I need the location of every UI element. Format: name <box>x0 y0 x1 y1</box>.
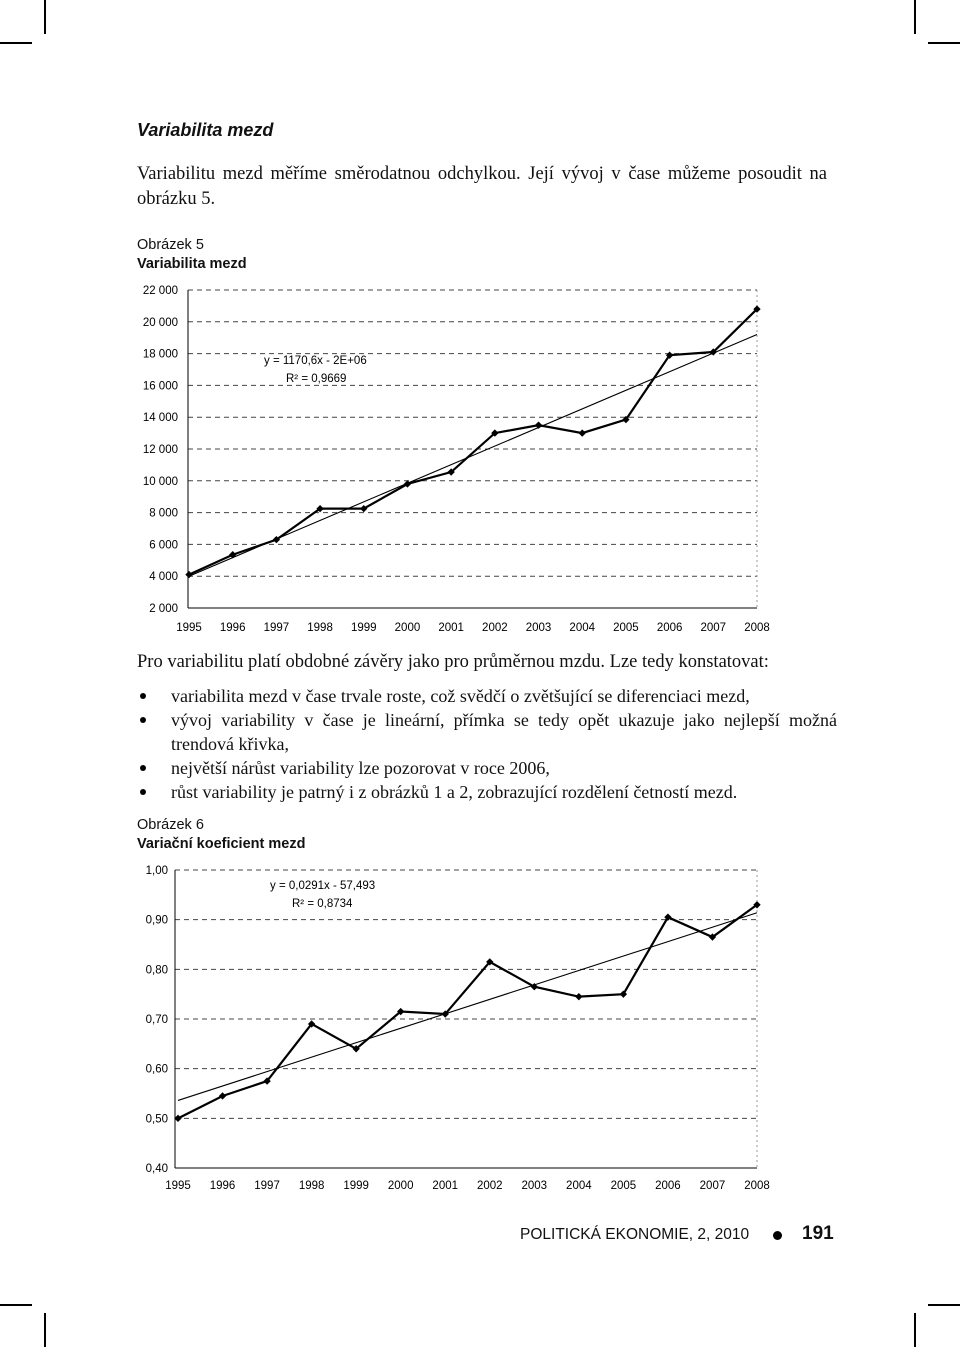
data-point <box>219 1092 226 1099</box>
x-tick-label: 2005 <box>613 622 639 634</box>
y-tick-label: 6 000 <box>149 539 178 552</box>
series-line <box>178 905 757 1119</box>
x-tick-label: 1996 <box>209 1180 236 1192</box>
x-tick-label: 1996 <box>219 622 246 634</box>
list-item <box>137 708 837 756</box>
x-tick-label: 2007 <box>700 622 727 634</box>
crop-mark <box>928 1304 960 1306</box>
trend-r2: R² = 0,9669 <box>286 373 347 385</box>
figure6-label: Obrázek 6 <box>137 817 204 833</box>
list-item-text: variabilita mezd v čase trvale roste, což svědčí o zvětšující se diferenciaci mezd, <box>171 686 750 706</box>
y-tick-label: 22 000 <box>142 285 178 297</box>
variation-coefficient-chart <box>130 858 780 1198</box>
y-tick-label: 12 000 <box>142 444 178 456</box>
list-item <box>137 780 837 804</box>
data-point <box>185 571 192 578</box>
x-tick-label: 2000 <box>387 1180 414 1192</box>
x-tick-label: 2001 <box>438 622 464 634</box>
journal-footer: POLITICKÁ EKONOMIE, 2, 2010 <box>520 1226 750 1243</box>
bullet-dot <box>140 789 146 795</box>
crop-mark <box>44 1313 46 1347</box>
figure5-title: Variabilita mezd <box>137 256 247 272</box>
x-tick-label: 1999 <box>343 1180 369 1192</box>
y-tick-label: 0,40 <box>145 1163 168 1175</box>
x-tick-label: 2006 <box>656 622 683 634</box>
crop-mark <box>928 42 960 44</box>
data-point <box>575 993 582 1000</box>
y-tick-label: 2 000 <box>149 603 178 615</box>
footer-bullet <box>773 1231 782 1240</box>
bullet-dot <box>140 765 146 771</box>
x-tick-label: 2005 <box>610 1180 637 1192</box>
x-tick-label: 2003 <box>521 1180 548 1192</box>
bullet-dot <box>140 693 146 699</box>
crop-mark <box>0 1304 32 1306</box>
x-tick-label: 2000 <box>394 622 421 634</box>
figure5-label: Obrázek 5 <box>137 237 204 253</box>
x-tick-label: 2001 <box>432 1180 459 1192</box>
y-tick-label: 0,60 <box>145 1063 168 1076</box>
x-tick-label: 1999 <box>350 622 377 634</box>
trend-equation: y = 1170,6x - 2E+06 <box>264 355 367 367</box>
y-tick-label: 10 000 <box>142 475 178 488</box>
page-number: 191 <box>802 1223 834 1244</box>
x-tick-label: 2003 <box>525 622 552 634</box>
list-item-text: růst variability je patrný i z obrázků 1 a 2, zobrazující rozdělení četností mezd. <box>171 782 738 802</box>
y-tick-label: 0,50 <box>145 1113 168 1126</box>
list-item-text: vývoj variability v čase je lineární, přímka se tedy opět ukazuje jako nejlepší možná trendová křivka, <box>171 710 837 754</box>
list-item <box>137 684 837 708</box>
y-tick-label: 18 000 <box>142 348 178 361</box>
list-item <box>137 756 837 780</box>
series-line <box>189 309 757 575</box>
y-tick-label: 16 000 <box>142 380 178 393</box>
data-point <box>579 429 586 436</box>
list-item-text: největší nárůst variability lze pozorovat v roce 2006, <box>171 758 550 778</box>
section-title: Variabilita mezd <box>137 120 274 140</box>
trend-r2: R² = 0,8734 <box>292 898 353 910</box>
crop-mark <box>914 1313 916 1347</box>
x-tick-label: 2007 <box>699 1180 726 1192</box>
conclusion-intro: Pro variabilitu platí obdobné závěry jako pro průměrnou mzdu. Lze tedy konstatovat: <box>137 652 769 672</box>
x-tick-label: 1995 <box>176 622 202 634</box>
x-tick-label: 1997 <box>254 1180 280 1192</box>
x-tick-label: 2004 <box>569 622 596 634</box>
x-tick-label: 1997 <box>263 622 290 634</box>
figure6-title: Variační koeficient mezd <box>137 836 306 852</box>
data-point <box>535 421 542 428</box>
x-tick-label: 2004 <box>566 1180 592 1192</box>
x-tick-label: 2002 <box>482 622 508 634</box>
x-tick-label: 2002 <box>476 1180 503 1192</box>
crop-mark <box>914 0 916 34</box>
intro-paragraph: Variabilitu mezd měříme směrodatnou odchylkou. Její vývoj v čase můžeme posoudit na obrázku 5. <box>137 164 827 209</box>
crop-mark <box>0 42 32 44</box>
wage-variability-chart <box>130 280 780 640</box>
trend-line <box>178 913 757 1101</box>
data-point <box>229 551 236 558</box>
conclusion-list <box>137 684 837 804</box>
y-tick-label: 8 000 <box>149 507 178 520</box>
y-tick-label: 20 000 <box>142 316 178 329</box>
x-tick-label: 2008 <box>744 1180 770 1192</box>
y-tick-label: 4 000 <box>149 571 178 584</box>
y-tick-label: 0,90 <box>145 914 168 927</box>
x-tick-label: 2006 <box>655 1180 681 1192</box>
x-tick-label: 2008 <box>744 622 770 634</box>
y-tick-label: 14 000 <box>142 412 178 425</box>
bullet-dot <box>140 717 146 723</box>
y-tick-label: 0,70 <box>145 1014 168 1026</box>
trend-equation: y = 0,0291x - 57,493 <box>270 880 376 892</box>
y-tick-label: 0,80 <box>145 964 168 977</box>
x-tick-label: 1995 <box>165 1180 191 1192</box>
x-tick-label: 1998 <box>298 1180 325 1192</box>
x-tick-label: 1998 <box>307 622 333 634</box>
crop-mark <box>44 0 46 34</box>
y-tick-label: 1,00 <box>145 865 168 877</box>
